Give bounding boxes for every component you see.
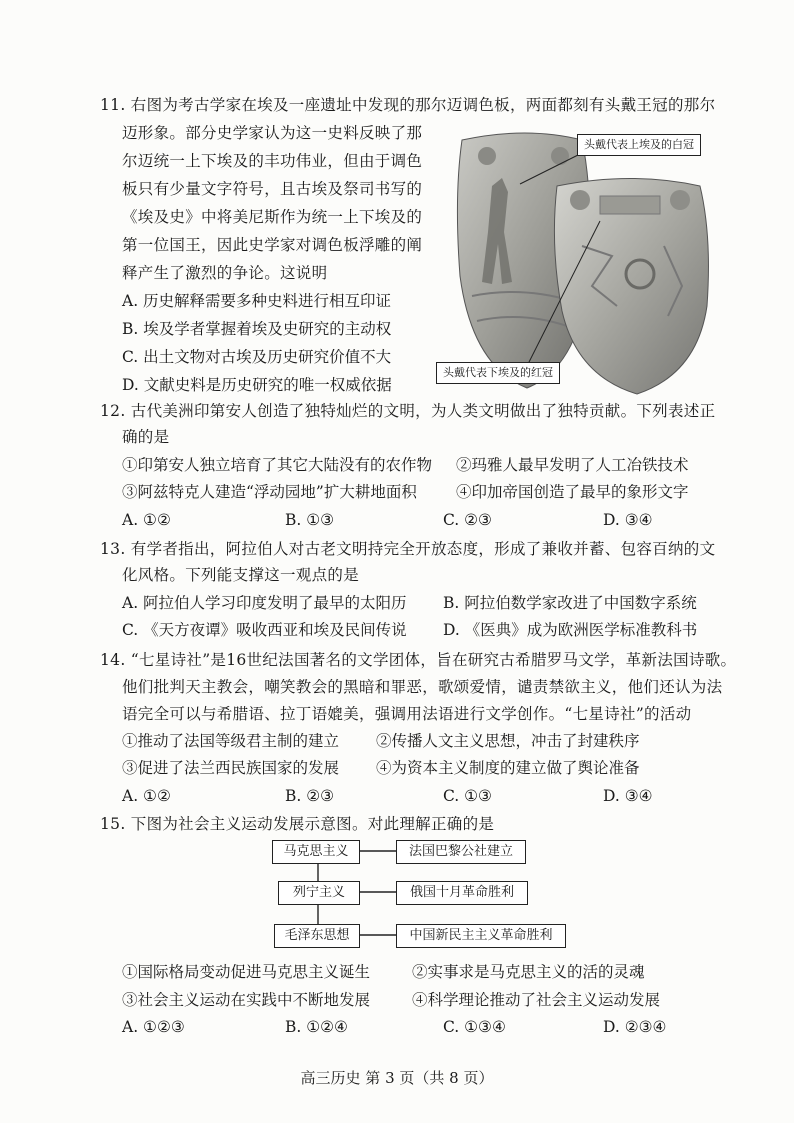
q14-line-3: 语完全可以与希腊语、拉丁语媲美，强调用法语进行文学创作。“七星诗社”的活动: [122, 705, 692, 723]
q12-item-2: ②玛雅人最早发明了人工冶铁技术: [456, 456, 689, 474]
q14-option-a: A. ①②: [122, 787, 171, 805]
q14-item-1: ①推动了法国等级君主制的建立: [122, 732, 340, 750]
q14-option-c: C. ①③: [443, 787, 492, 805]
q15-item-1: ①国际格局变动促进马克思主义诞生: [122, 963, 371, 981]
diagram-box-paris-commune: 法国巴黎公社建立: [396, 840, 526, 864]
q12-option-b: B. ①③: [285, 511, 335, 529]
q14-item-4: ④为资本主义制度的建立做了舆论准备: [376, 759, 640, 777]
q14-line-2: 他们批判天主教会，嘲笑教会的黑暗和罪恶，歌颂爱情，谴责禁欲主义，他们还认为法: [122, 678, 723, 696]
q14-option-d: D. ③④: [603, 787, 653, 805]
q15-item-3: ③社会主义运动在实践中不断地发展: [122, 991, 371, 1009]
q15-line-1: 15. 下图为社会主义运动发展示意图。对此理解正确的是: [100, 815, 495, 833]
page-footer: 高三历史 第 3 页（共 8 页）: [300, 1069, 494, 1087]
figure-label-white-crown: 头戴代表上埃及的白冠: [577, 134, 701, 156]
q11-line-1: 11. 右图为考古学家在埃及一座遗址中发现的那尔迈调色板，两面都刻有头戴王冠的那尔: [100, 96, 716, 114]
q11-line-2: 迈形象。部分史学家认为这一史料反映了那: [122, 124, 423, 142]
q13-line-2: 化风格。下列能支撑这一观点的是: [122, 566, 360, 584]
q12-option-d: D. ③④: [603, 511, 653, 529]
q14-item-3: ③促进了法兰西民族国家的发展: [122, 759, 340, 777]
figure-label-red-crown: 头戴代表下埃及的红冠: [436, 362, 560, 384]
q11-option-c: C. 出土文物对古埃及历史研究价值不大: [122, 348, 392, 366]
q13-option-b: B. 阿拉伯数学家改进了中国数字系统: [443, 594, 697, 612]
q11-line-3: 尔迈统一上下埃及的丰功伟业，但由于调色: [122, 152, 423, 170]
q15-option-d: D. ②③④: [603, 1018, 667, 1036]
diagram-box-october-revolution: 俄国十月革命胜利: [396, 881, 528, 905]
q13-option-a: A. 阿拉伯人学习印度发明了最早的太阳历: [122, 594, 407, 612]
q11-line-7: 释产生了激烈的争论。这说明: [122, 264, 328, 282]
q12-item-1: ①印第安人独立培育了其它大陆没有的农作物: [122, 456, 433, 474]
q11-option-b: B. 埃及学者掌握着埃及史研究的主动权: [122, 320, 392, 338]
q12-item-3: ③阿兹特克人建造“浮动园地”扩大耕地面积: [122, 483, 417, 501]
diagram-box-new-democratic-revolution: 中国新民主主义革命胜利: [396, 924, 566, 948]
diagram-box-mao-thought: 毛泽东思想: [274, 924, 360, 948]
narmer-palette-figure: [432, 126, 724, 396]
q15-option-a: A. ①②③: [122, 1018, 185, 1036]
narmer-palette-image: [432, 126, 724, 396]
q11-line-6: 第一位国王，因此史学家对调色板浮雕的阐: [122, 236, 423, 254]
q12-option-a: A. ①②: [122, 511, 171, 529]
socialism-development-diagram: [268, 838, 568, 950]
q12-line-1: 12. 古代美洲印第安人创造了独特灿烂的文明，为人类文明做出了独特贡献。下列表述正: [100, 402, 716, 420]
q13-line-1: 13. 有学者指出，阿拉伯人对古老文明持完全开放态度，形成了兼收并蓄、包容百纳的文: [100, 540, 716, 558]
diagram-box-marxism: 马克思主义: [272, 840, 360, 864]
q13-option-d: D. 《医典》成为欧洲医学标准教科书: [443, 621, 698, 639]
q12-line-2: 确的是: [122, 428, 170, 446]
q14-line-1: 14. “七星诗社”是16世纪法国著名的文学团体，旨在研究古希腊罗马文学，革新法国诗歌。: [100, 651, 737, 669]
q12-option-c: C. ②③: [443, 511, 492, 529]
q11-line-4: 板只有少量文字符号，且古埃及祭司书写的: [122, 180, 423, 198]
diagram-box-leninism: 列宁主义: [278, 881, 360, 905]
q15-item-2: ②实事求是马克思主义的活的灵魂: [412, 963, 645, 981]
q13-option-c: C. 《天方夜谭》吸收西亚和埃及民间传说: [122, 621, 407, 639]
q15-option-c: C. ①③④: [443, 1018, 506, 1036]
q11-option-a: A. 历史解释需要多种史料进行相互印证: [122, 292, 392, 310]
q11-line-5: 《埃及史》中将美尼斯作为统一上下埃及的: [122, 208, 423, 226]
q14-option-b: B. ②③: [285, 787, 335, 805]
q11-option-d: D. 文献史料是历史研究的唯一权威依据: [122, 376, 392, 394]
q12-item-4: ④印加帝国创造了最早的象形文字: [456, 483, 689, 501]
q14-item-2: ②传播人文主义思想，冲击了封建秩序: [376, 732, 640, 750]
q15-option-b: B. ①②④: [285, 1018, 348, 1036]
q15-item-4: ④科学理论推动了社会主义运动发展: [412, 991, 661, 1009]
